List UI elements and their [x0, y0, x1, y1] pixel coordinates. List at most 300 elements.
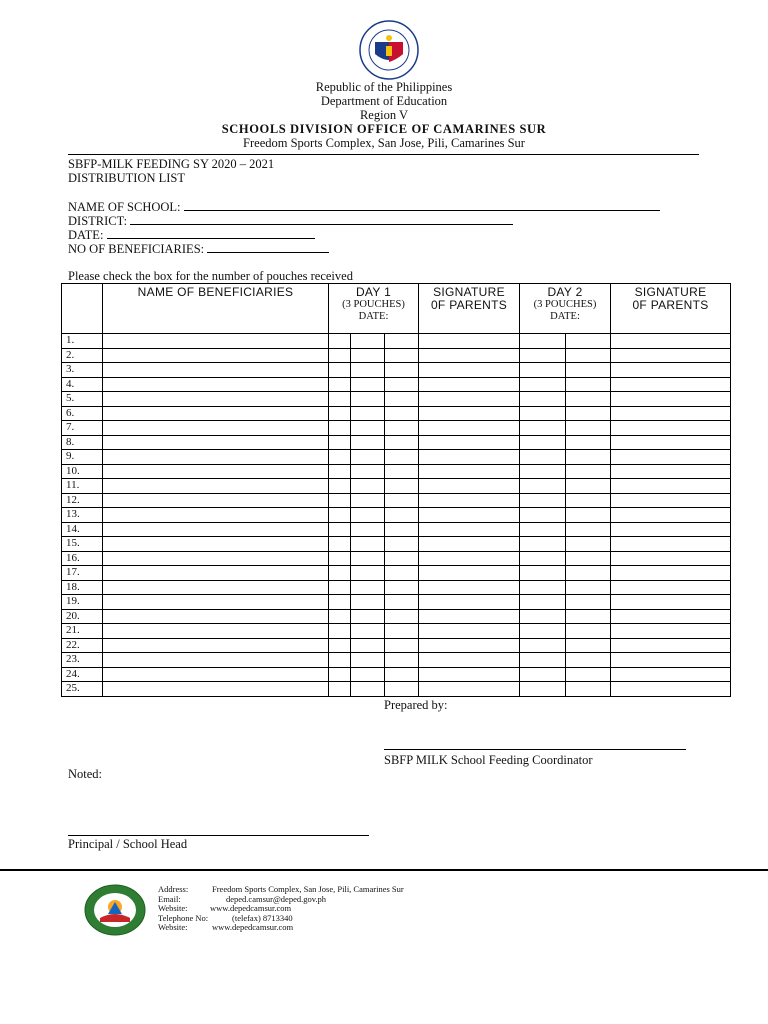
parent-signature-day2-cell[interactable]	[611, 421, 731, 436]
day2-box-1[interactable]	[520, 624, 566, 639]
day2-box-2[interactable]	[566, 624, 611, 639]
row-number: 17.	[62, 566, 103, 581]
coordinator-label: SBFP MILK School Feeding Coordinator	[384, 753, 593, 767]
day1-box-3[interactable]	[385, 609, 419, 624]
day2-box-2[interactable]	[566, 479, 611, 494]
day1-box-2[interactable]	[351, 595, 385, 610]
header-day1-date: DATE:	[358, 311, 389, 322]
header-signature2-cell	[611, 284, 731, 334]
row-number: 7.	[62, 421, 103, 436]
day2-box-1[interactable]	[520, 392, 566, 407]
row-number: 1.	[62, 334, 103, 349]
coordinator-signature-line[interactable]	[384, 749, 686, 750]
district-label: DISTRICT:	[68, 214, 128, 228]
day1-box-2[interactable]	[351, 508, 385, 523]
parent-signature-day2-cell[interactable]	[611, 508, 731, 523]
deped-seal-logo	[359, 20, 419, 80]
day1-box-3[interactable]	[385, 537, 419, 552]
day1-box-2[interactable]	[351, 435, 385, 450]
table-row	[62, 421, 731, 436]
day2-box-2[interactable]	[566, 653, 611, 668]
day1-box-3[interactable]	[385, 464, 419, 479]
header-department: Department of Education	[320, 94, 448, 108]
table-row	[62, 580, 731, 595]
beneficiary-name-cell[interactable]	[103, 334, 329, 349]
row-number: 23.	[62, 653, 103, 668]
day1-box-2[interactable]	[351, 682, 385, 697]
beneficiaries-count-blank[interactable]	[207, 241, 329, 253]
day2-box-2[interactable]	[566, 508, 611, 523]
day1-box-2[interactable]	[351, 421, 385, 436]
parent-signature-day2-cell[interactable]	[611, 334, 731, 349]
day1-box-2[interactable]	[351, 464, 385, 479]
beneficiary-name-cell[interactable]	[103, 421, 329, 436]
row-number: 16.	[62, 551, 103, 566]
parent-signature-day2-cell[interactable]	[611, 493, 731, 508]
beneficiary-name-cell[interactable]	[103, 624, 329, 639]
parent-signature-day1-cell[interactable]	[419, 667, 520, 682]
table-row	[62, 464, 731, 479]
parent-signature-day1-cell[interactable]	[419, 522, 520, 537]
day1-box-1[interactable]	[329, 493, 351, 508]
row-number: 22.	[62, 638, 103, 653]
principal-label: Principal / School Head	[68, 837, 188, 851]
parent-signature-day2-cell[interactable]	[611, 609, 731, 624]
beneficiary-name-cell[interactable]	[103, 522, 329, 537]
day2-box-1[interactable]	[520, 667, 566, 682]
table-row	[62, 508, 731, 523]
day1-box-3[interactable]	[385, 595, 419, 610]
beneficiary-name-cell[interactable]	[103, 406, 329, 421]
day2-box-2[interactable]	[566, 464, 611, 479]
day2-box-2[interactable]	[566, 667, 611, 682]
parent-signature-day2-cell[interactable]	[611, 406, 731, 421]
table-row	[62, 435, 731, 450]
footer-address-value: Freedom Sports Complex, San Jose, Pili, Camarines Sur	[212, 884, 404, 894]
day1-box-3[interactable]	[385, 667, 419, 682]
day1-box-3[interactable]	[385, 450, 419, 465]
row-number: 19.	[62, 595, 103, 610]
beneficiary-name-cell[interactable]	[103, 653, 329, 668]
parent-signature-day2-cell[interactable]	[611, 435, 731, 450]
row-number: 10.	[62, 464, 103, 479]
day2-box-1[interactable]	[520, 537, 566, 552]
day1-box-3[interactable]	[385, 334, 419, 349]
day1-box-2[interactable]	[351, 348, 385, 363]
day1-box-3[interactable]	[385, 493, 419, 508]
parent-signature-day1-cell[interactable]	[419, 334, 520, 349]
day1-box-2[interactable]	[351, 493, 385, 508]
day2-box-2[interactable]	[566, 551, 611, 566]
day2-box-1[interactable]	[520, 595, 566, 610]
day1-box-2[interactable]	[351, 363, 385, 378]
day2-box-1[interactable]	[520, 435, 566, 450]
day2-box-2[interactable]	[566, 392, 611, 407]
parent-signature-day1-cell[interactable]	[419, 537, 520, 552]
table-row	[62, 682, 731, 697]
day1-box-1[interactable]	[329, 334, 351, 349]
row-number: 25.	[62, 682, 103, 697]
beneficiary-name-cell[interactable]	[103, 450, 329, 465]
footer-address-label: Address:	[158, 884, 189, 894]
header-day1-sub: (3 POUCHES)	[342, 299, 405, 310]
day1-box-1[interactable]	[329, 537, 351, 552]
parent-signature-day1-cell[interactable]	[419, 609, 520, 624]
day2-box-1[interactable]	[520, 406, 566, 421]
beneficiary-name-cell[interactable]	[103, 348, 329, 363]
beneficiary-name-cell[interactable]	[103, 537, 329, 552]
day2-box-1[interactable]	[520, 450, 566, 465]
row-number: 24.	[62, 667, 103, 682]
day1-box-3[interactable]	[385, 580, 419, 595]
parent-signature-day2-cell[interactable]	[611, 537, 731, 552]
table-row	[62, 638, 731, 653]
parent-signature-day2-cell[interactable]	[611, 595, 731, 610]
day2-box-1[interactable]	[520, 363, 566, 378]
parent-signature-day1-cell[interactable]	[419, 363, 520, 378]
header-number-cell	[62, 284, 103, 334]
table-row	[62, 348, 731, 363]
day1-box-1[interactable]	[329, 450, 351, 465]
footer-email-value[interactable]: deped.camsur@deped.gov.ph	[226, 893, 327, 904]
day1-box-2[interactable]	[351, 334, 385, 349]
day1-box-1[interactable]	[329, 464, 351, 479]
row-number: 13.	[62, 508, 103, 523]
day2-box-2[interactable]	[566, 363, 611, 378]
parent-signature-day2-cell[interactable]	[611, 638, 731, 653]
header-day2-label: DAY 2	[547, 285, 583, 299]
parent-signature-day1-cell[interactable]	[419, 450, 520, 465]
parent-signature-day1-cell[interactable]	[419, 406, 520, 421]
day1-box-2[interactable]	[351, 450, 385, 465]
table-row	[62, 479, 731, 494]
header-region: Region V	[359, 108, 409, 122]
day1-box-3[interactable]	[385, 435, 419, 450]
beneficiary-name-cell[interactable]	[103, 508, 329, 523]
day1-box-2[interactable]	[351, 609, 385, 624]
day1-box-3[interactable]	[385, 508, 419, 523]
day2-box-2[interactable]	[566, 566, 611, 581]
table-row	[62, 667, 731, 682]
parent-signature-day2-cell[interactable]	[611, 653, 731, 668]
beneficiary-name-cell[interactable]	[103, 493, 329, 508]
date-label: DATE:	[68, 228, 104, 242]
table-body	[62, 334, 731, 697]
day1-box-1[interactable]	[329, 638, 351, 653]
header-name-cell	[103, 284, 329, 334]
day1-box-1[interactable]	[329, 580, 351, 595]
header-day1-label: DAY 1	[355, 285, 392, 299]
form-title: DISTRIBUTION LIST	[68, 171, 186, 185]
table-row	[62, 334, 731, 349]
footer-website2-label: Website:	[158, 922, 188, 932]
parent-signature-day2-cell[interactable]	[611, 479, 731, 494]
parent-signature-day1-cell[interactable]	[419, 348, 520, 363]
day1-box-1[interactable]	[329, 348, 351, 363]
school-name-label: NAME OF SCHOOL:	[68, 200, 181, 214]
parent-signature-day1-cell[interactable]	[419, 493, 520, 508]
table-row	[62, 392, 731, 407]
footer-website-label: Website:	[158, 903, 188, 913]
day1-box-2[interactable]	[351, 377, 385, 392]
row-number: 9.	[62, 450, 103, 465]
day1-box-1[interactable]	[329, 406, 351, 421]
day1-box-1[interactable]	[329, 508, 351, 523]
beneficiary-name-cell[interactable]	[103, 392, 329, 407]
day1-box-1[interactable]	[329, 653, 351, 668]
day1-box-2[interactable]	[351, 537, 385, 552]
day2-box-1[interactable]	[520, 464, 566, 479]
row-number: 3.	[62, 363, 103, 378]
table-row	[62, 551, 731, 566]
day2-box-1[interactable]	[520, 508, 566, 523]
day1-box-1[interactable]	[329, 363, 351, 378]
beneficiary-name-cell[interactable]	[103, 580, 329, 595]
day2-box-1[interactable]	[520, 479, 566, 494]
table-row	[62, 537, 731, 552]
day2-box-2[interactable]	[566, 334, 611, 349]
day1-box-2[interactable]	[351, 653, 385, 668]
day1-box-1[interactable]	[329, 595, 351, 610]
parent-signature-day1-cell[interactable]	[419, 682, 520, 697]
day2-box-2[interactable]	[566, 682, 611, 697]
parent-signature-day2-cell[interactable]	[611, 682, 731, 697]
day2-box-1[interactable]	[520, 653, 566, 668]
beneficiary-name-cell[interactable]	[103, 435, 329, 450]
principal-signature-line[interactable]	[68, 835, 369, 836]
header-day1-cell	[329, 284, 419, 334]
beneficiary-name-cell[interactable]	[103, 377, 329, 392]
day1-box-3[interactable]	[385, 566, 419, 581]
day1-box-3[interactable]	[385, 421, 419, 436]
table-row	[62, 609, 731, 624]
row-number: 14.	[62, 522, 103, 537]
parent-signature-day1-cell[interactable]	[419, 566, 520, 581]
day1-box-3[interactable]	[385, 392, 419, 407]
day2-box-2[interactable]	[566, 537, 611, 552]
day1-box-2[interactable]	[351, 580, 385, 595]
day2-box-2[interactable]	[566, 493, 611, 508]
prepared-by-label: Prepared by:	[384, 698, 448, 712]
header-signature1-label: SIGNATURE	[433, 285, 505, 299]
program-title: SBFP-MILK FEEDING SY 2020 – 2021	[68, 157, 275, 171]
parent-signature-day2-cell[interactable]	[611, 464, 731, 479]
row-number: 4.	[62, 377, 103, 392]
header-signature2-sub: 0F PARENTS	[632, 298, 709, 312]
table-row	[62, 653, 731, 668]
parent-signature-day1-cell[interactable]	[419, 464, 520, 479]
day1-box-1[interactable]	[329, 479, 351, 494]
table-row	[62, 363, 731, 378]
day1-box-1[interactable]	[329, 667, 351, 682]
beneficiary-name-cell[interactable]	[103, 363, 329, 378]
footer-phone-value: (telefax) 8713340	[232, 912, 293, 923]
day1-box-3[interactable]	[385, 638, 419, 653]
header-name-label: NAME OF BENEFICIARIES	[137, 285, 294, 299]
parent-signature-day2-cell[interactable]	[611, 377, 731, 392]
beneficiary-name-cell[interactable]	[103, 566, 329, 581]
parent-signature-day1-cell[interactable]	[419, 479, 520, 494]
row-number: 21.	[62, 624, 103, 639]
beneficiary-name-cell[interactable]	[103, 595, 329, 610]
day1-box-2[interactable]	[351, 624, 385, 639]
parent-signature-day1-cell[interactable]	[419, 595, 520, 610]
day1-box-3[interactable]	[385, 682, 419, 697]
parent-signature-day1-cell[interactable]	[419, 421, 520, 436]
day1-box-2[interactable]	[351, 522, 385, 537]
day1-box-2[interactable]	[351, 392, 385, 407]
day2-box-1[interactable]	[520, 609, 566, 624]
day1-box-1[interactable]	[329, 522, 351, 537]
parent-signature-day2-cell[interactable]	[611, 551, 731, 566]
day2-box-2[interactable]	[566, 638, 611, 653]
header-republic: Republic of the Philippines	[315, 80, 453, 94]
footer-website-value[interactable]: www.depedcamsur.com	[210, 903, 292, 913]
row-number: 15.	[62, 537, 103, 552]
day2-box-1[interactable]	[520, 421, 566, 436]
row-number: 11.	[62, 479, 103, 494]
district-field[interactable]	[68, 213, 513, 228]
footer-contact-block	[158, 885, 404, 933]
parent-signature-day2-cell[interactable]	[611, 624, 731, 639]
parent-signature-day1-cell[interactable]	[419, 435, 520, 450]
parent-signature-day2-cell[interactable]	[611, 363, 731, 378]
day2-box-2[interactable]	[566, 595, 611, 610]
day1-box-1[interactable]	[329, 421, 351, 436]
parent-signature-day1-cell[interactable]	[419, 653, 520, 668]
beneficiary-name-cell[interactable]	[103, 682, 329, 697]
row-number: 20.	[62, 609, 103, 624]
table-row	[62, 377, 731, 392]
distribution-table	[61, 283, 731, 697]
day1-box-1[interactable]	[329, 551, 351, 566]
day1-box-3[interactable]	[385, 653, 419, 668]
beneficiaries-count-label: NO OF BENEFICIARIES:	[68, 242, 205, 256]
parent-signature-day1-cell[interactable]	[419, 624, 520, 639]
parent-signature-day1-cell[interactable]	[419, 638, 520, 653]
footer-divider	[0, 869, 768, 871]
footer-email-label: Email:	[158, 893, 181, 904]
day2-box-1[interactable]	[520, 334, 566, 349]
beneficiary-name-cell[interactable]	[103, 638, 329, 653]
day2-box-1[interactable]	[520, 377, 566, 392]
day2-box-2[interactable]	[566, 377, 611, 392]
day1-box-3[interactable]	[385, 363, 419, 378]
day1-box-2[interactable]	[351, 566, 385, 581]
day1-box-1[interactable]	[329, 435, 351, 450]
table-row	[62, 406, 731, 421]
beneficiary-name-cell[interactable]	[103, 464, 329, 479]
beneficiaries-count-field[interactable]	[68, 241, 329, 256]
day1-box-2[interactable]	[351, 638, 385, 653]
noted-label: Noted:	[68, 767, 103, 781]
parent-signature-day2-cell[interactable]	[611, 580, 731, 595]
day1-box-1[interactable]	[329, 624, 351, 639]
header-office: SCHOOLS DIVISION OFFICE OF CAMARINES SUR	[221, 122, 547, 136]
day2-box-1[interactable]	[520, 580, 566, 595]
day1-box-3[interactable]	[385, 348, 419, 363]
day2-box-1[interactable]	[520, 638, 566, 653]
footer-phone-label: Telephone No:	[158, 912, 209, 923]
parent-signature-day2-cell[interactable]	[611, 522, 731, 537]
school-name-blank[interactable]	[184, 199, 660, 211]
table-row	[62, 522, 731, 537]
day1-box-3[interactable]	[385, 479, 419, 494]
day2-box-1[interactable]	[520, 551, 566, 566]
day2-box-2[interactable]	[566, 609, 611, 624]
table-header-row	[62, 284, 731, 334]
parent-signature-day1-cell[interactable]	[419, 508, 520, 523]
day2-box-1[interactable]	[520, 682, 566, 697]
day1-box-1[interactable]	[329, 609, 351, 624]
day2-box-2[interactable]	[566, 348, 611, 363]
date-field[interactable]	[68, 227, 315, 242]
day2-box-1[interactable]	[520, 493, 566, 508]
parent-signature-day2-cell[interactable]	[611, 348, 731, 363]
day1-box-1[interactable]	[329, 377, 351, 392]
date-blank[interactable]	[107, 227, 315, 239]
day1-box-2[interactable]	[351, 551, 385, 566]
day1-box-3[interactable]	[385, 377, 419, 392]
table-row	[62, 493, 731, 508]
beneficiary-name-cell[interactable]	[103, 479, 329, 494]
day1-box-2[interactable]	[351, 479, 385, 494]
header-signature1-sub: 0F PARENTS	[430, 298, 508, 312]
parent-signature-day1-cell[interactable]	[419, 377, 520, 392]
day2-box-1[interactable]	[520, 522, 566, 537]
row-number: 12.	[62, 493, 103, 508]
table-row	[62, 566, 731, 581]
day2-box-2[interactable]	[566, 522, 611, 537]
parent-signature-day1-cell[interactable]	[419, 580, 520, 595]
day1-box-1[interactable]	[329, 682, 351, 697]
parent-signature-day1-cell[interactable]	[419, 392, 520, 407]
parent-signature-day2-cell[interactable]	[611, 450, 731, 465]
header-day2-date: DATE:	[550, 311, 580, 322]
parent-signature-day2-cell[interactable]	[611, 667, 731, 682]
day2-box-2[interactable]	[566, 421, 611, 436]
day1-box-3[interactable]	[385, 406, 419, 421]
beneficiary-name-cell[interactable]	[103, 609, 329, 624]
day2-box-2[interactable]	[566, 580, 611, 595]
day2-box-2[interactable]	[566, 450, 611, 465]
day1-box-3[interactable]	[385, 522, 419, 537]
header-signature2-label: SIGNATURE	[634, 285, 707, 299]
day1-box-2[interactable]	[351, 667, 385, 682]
day1-box-1[interactable]	[329, 566, 351, 581]
day2-box-2[interactable]	[566, 406, 611, 421]
day2-box-2[interactable]	[566, 435, 611, 450]
day1-box-3[interactable]	[385, 551, 419, 566]
parent-signature-day1-cell[interactable]	[419, 551, 520, 566]
row-number: 18.	[62, 580, 103, 595]
day2-box-1[interactable]	[520, 566, 566, 581]
parent-signature-day2-cell[interactable]	[611, 392, 731, 407]
day1-box-2[interactable]	[351, 406, 385, 421]
beneficiary-name-cell[interactable]	[103, 551, 329, 566]
parent-signature-day2-cell[interactable]	[611, 566, 731, 581]
header-signature1-cell	[419, 284, 520, 334]
day1-box-3[interactable]	[385, 624, 419, 639]
day2-box-1[interactable]	[520, 348, 566, 363]
day1-box-1[interactable]	[329, 392, 351, 407]
footer-website2-value[interactable]: www.depedcamsur.com	[212, 922, 294, 932]
row-number: 8.	[62, 435, 103, 450]
table-row	[62, 624, 731, 639]
district-blank[interactable]	[130, 213, 513, 225]
beneficiary-name-cell[interactable]	[103, 667, 329, 682]
school-name-field[interactable]	[68, 199, 660, 214]
